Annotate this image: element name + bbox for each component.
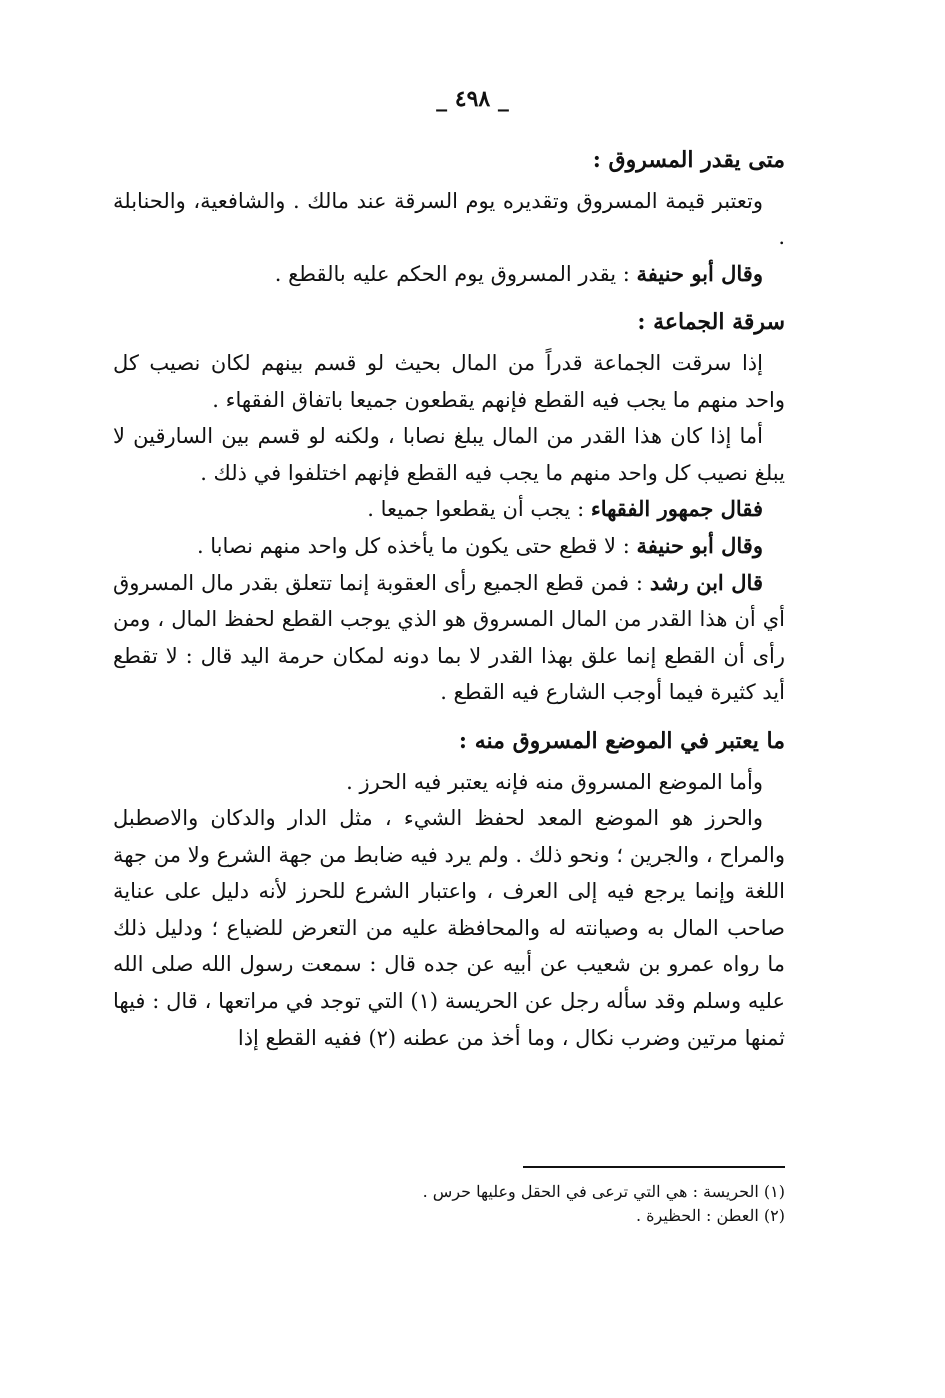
footnotes <box>113 1180 785 1228</box>
paragraph <box>113 256 785 293</box>
paragraph-text: : فمن قطع الجميع رأى العقوبة إنما تتعلق بقدر مال المسروق أي أن هذا القدر من المال المسروق هو الذي يوجب القطع لحفظ المال ، ومن رأى أن القطع إنما علق بهذا القدر لا بما دونه لمكان حرمة اليد قال : لا تقطع أيد كثيرة فيما أوجب الشارع فيه القطع . <box>113 570 785 705</box>
paragraph-text: : يقدر المسروق يوم الحكم عليه بالقطع . <box>274 261 637 286</box>
speaker-label: فقال جمهور الفقهاء <box>590 496 763 522</box>
footnote-1: (١) الحريسة : هي التي ترعى في الحقل وعليها حرس . <box>422 1182 785 1201</box>
paragraph: أما إذا كان هذا القدر من المال يبلغ نصابا ، ولكنه لو قسم بين السارقين لا يبلغ نصيب كل واحد منهم ما يجب فيه القطع فإنهم اختلفوا في ذلك . <box>113 424 785 485</box>
footnote-divider <box>523 1166 785 1168</box>
paragraph <box>113 491 785 528</box>
paragraph <box>113 528 785 565</box>
paragraph: وتعتبر قيمة المسروق وتقديره يوم السرقة عند مالك . والشافعية، والحنابلة . <box>113 188 785 250</box>
page-number: _ ٤٩٨ _ <box>436 86 509 112</box>
paragraph-text: : لا قطع حتى يكون ما يأخذه كل واحد منهم نصابا . <box>196 533 637 558</box>
paragraph: إذا سرقت الجماعة قدراً من المال بحيث لو قسم بينهم لكان نصيب كل واحد منهم ما يجب فيه القطع فإنهم يقطعون جميعا باتفاق الفقهاء . <box>113 350 785 412</box>
speaker-label: قال ابن رشد <box>649 569 763 595</box>
section-heading-group-theft: سرقة الجماعة : <box>637 309 785 336</box>
footnote-2: (٢) العطن : الحظيرة . <box>635 1206 785 1225</box>
paragraph: وأما الموضع المسروق منه فإنه يعتبر فيه الحرز . <box>346 769 763 794</box>
main-text <box>113 138 785 1056</box>
section-heading-place-of-theft: ما يعتبر في الموضع المسروق منه : <box>458 727 785 754</box>
paragraph-text: : يجب أن يقطعوا جميعا . <box>367 497 591 522</box>
paragraph <box>113 565 785 711</box>
paragraph: والحرز هو الموضع المعد لحفظ الشيء ، مثل الدار والدكان والاصطبل والمراح ، والجرين ؛ ونحو ذلك . ولم يرد فيه ضابط من جهة الشرع ولا من جهة اللغة وإنما يرجع فيه إلى العرف ، واعتبار الشرع للحرز لأنه دليل على عناية صاحب المال به وصيانته له والمحافظة عليه من التعرض للضياع ؛ ودليل ذلك ما رواه عمرو بن شعيب عن أبيه عن جده قال : سمعت رسول الله صلى الله عليه وسلم وقد سأله رجل عن الحريسة (١) التي توجد في مراتعها ، قال : فيها ثمنها مرتين وضرب نكال ، وما أخذ من عطنه (٢) ففيه القطع إذا <box>113 806 785 1050</box>
section-heading-when-valued: متى يقدر المسروق : <box>592 147 785 173</box>
speaker-label: وقال أبو حنيفة <box>636 532 763 558</box>
speaker-label: وقال أبو حنيفة <box>636 260 763 286</box>
